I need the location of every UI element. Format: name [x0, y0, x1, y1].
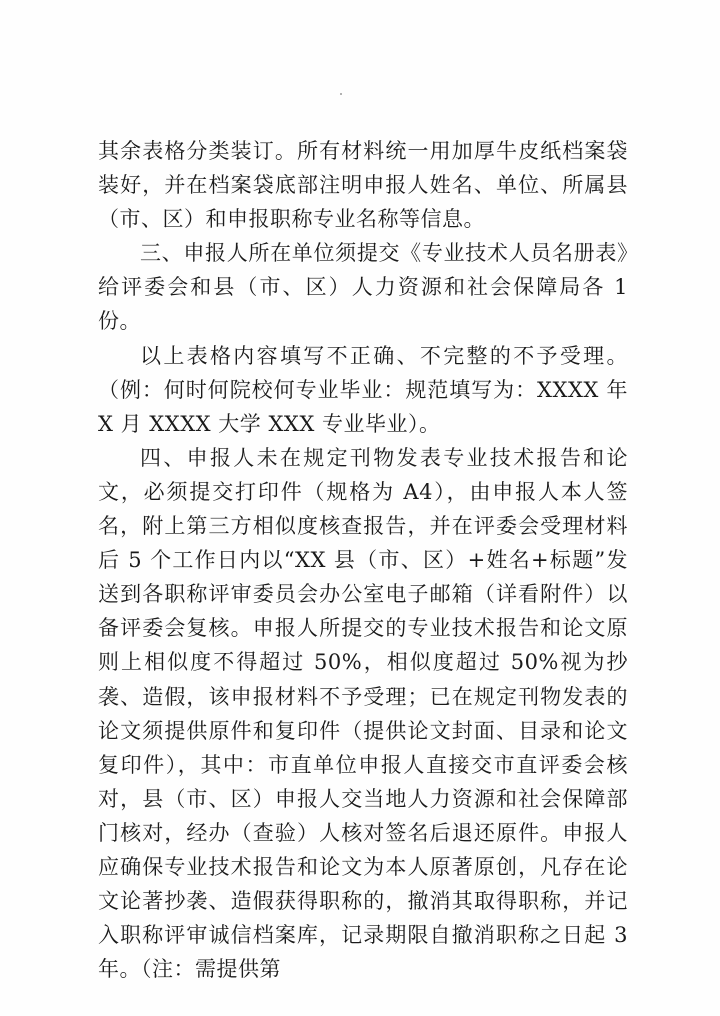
paragraph-item-4: 四、申报人未在规定刊物发表专业技术报告和论文，必须提交打印件（规格为 A4），由申报人本人签名，附上第三方相似度核查报告，并在评委会受理材料后 5 个工作日内以“XX 县（市、区）+姓名+标题”发送到各职称评审委员会办公室电子邮箱（详看附件）以备评委会复核。申报人所提交的专业技术报告和论文原则上相似度不得超过 50%，相似度超过 50%视为抄袭、造假，该申报材料不予受理；已在规定刊物发表的论文须提供原件和复印件（提供论文封面、目录和论文复印件），其中：市直单位申报人直接交市直评委会核对，县（市、区）申报人交当地人力资源和社会保障部门核对，经办（查验）人核对签名后退还原件。申报人应确保专业技术报告和论文为本人原著原创，凡存在论文论著抄袭、造假获得职称的，撤消其取得职称，并记入职称评审诚信档案库，记录期限自撤消职称之日起 3 年。（注：需提供第 [98, 445, 628, 982]
paragraph-item-3: 三、申报人所在单位须提交《专业技术人员名册表》给评委会和县（市、区）人力资源和社会保障局各 1 份。 [98, 241, 628, 334]
scan-speck [340, 93, 342, 95]
document-body [98, 134, 628, 986]
paragraph-continuation: 其余表格分类装订。所有材料统一用加厚牛皮纸档案袋装好，并在档案袋底部注明申报人姓名、单位、所属县（市、区）和申报职称专业名称等信息。 [98, 139, 628, 232]
paragraph-note: 以上表格内容填写不正确、不完整的不予受理。（例：何时何院校何专业毕业：规范填写为：XXXX 年 X 月 XXXX 大学 XXX 专业毕业）。 [98, 343, 628, 436]
